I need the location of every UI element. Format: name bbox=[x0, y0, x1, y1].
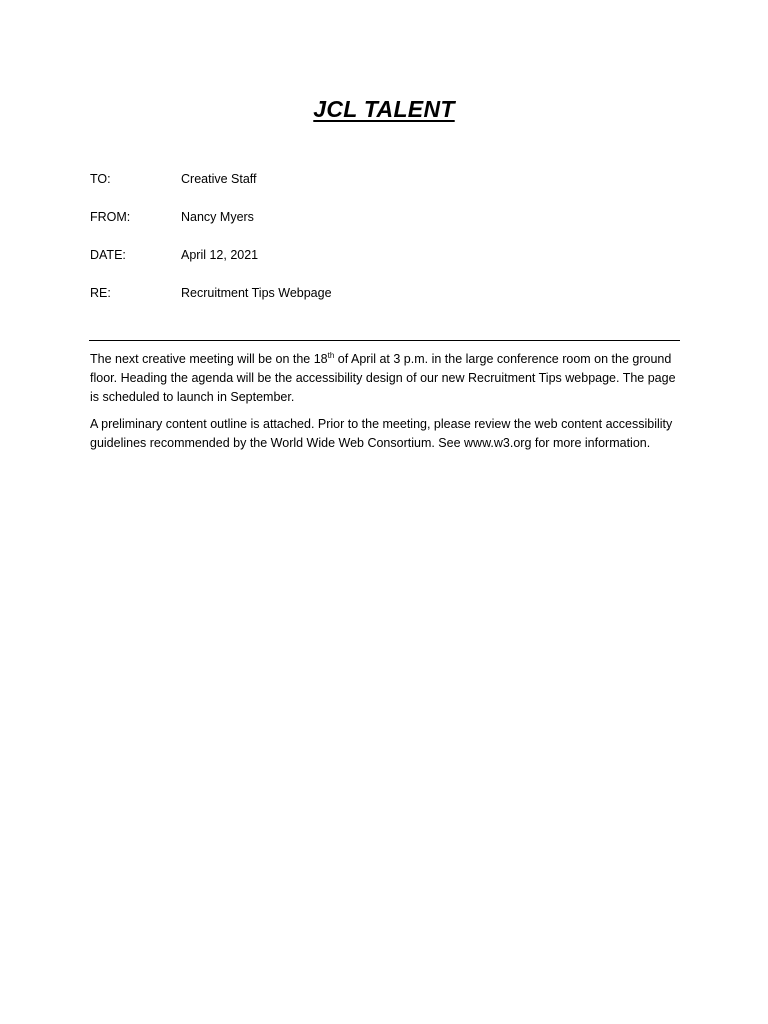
field-value: Recruitment Tips Webpage bbox=[181, 286, 332, 300]
field-label: FROM: bbox=[90, 210, 131, 224]
body-paragraph-2: A preliminary content outline is attached. Prior to the meeting, please review the web content accessibility guidelines recommended by the World Wide Web Consortium. See www.w3.org for more information. bbox=[90, 417, 673, 450]
field-label: RE: bbox=[90, 286, 111, 300]
field-label: DATE: bbox=[90, 248, 126, 262]
memo-header-fields bbox=[90, 170, 680, 322]
memo-body bbox=[90, 350, 680, 461]
field-value: April 12, 2021 bbox=[181, 248, 259, 262]
memo-field-date bbox=[90, 246, 680, 284]
paragraph-text: of April at 3 p.m. in the large conference room on the ground floor. Heading the agenda will be the accessibility design of our new Recruitment Tips webpage. The page is scheduled to launch in September. bbox=[90, 352, 676, 404]
memo-field-re bbox=[90, 284, 680, 322]
memo-title: JCL TALENT bbox=[313, 96, 455, 122]
paragraph-text: The next creative meeting will be on the 18 bbox=[90, 352, 328, 366]
memo-field-to bbox=[90, 170, 680, 208]
field-value: Nancy Myers bbox=[181, 210, 254, 224]
field-value: Creative Staff bbox=[181, 172, 257, 186]
field-label: TO: bbox=[90, 172, 111, 186]
body-paragraph-1 bbox=[90, 350, 680, 407]
header-divider bbox=[89, 340, 680, 341]
ordinal-superscript: th bbox=[327, 350, 335, 360]
memo-field-from bbox=[90, 208, 680, 246]
